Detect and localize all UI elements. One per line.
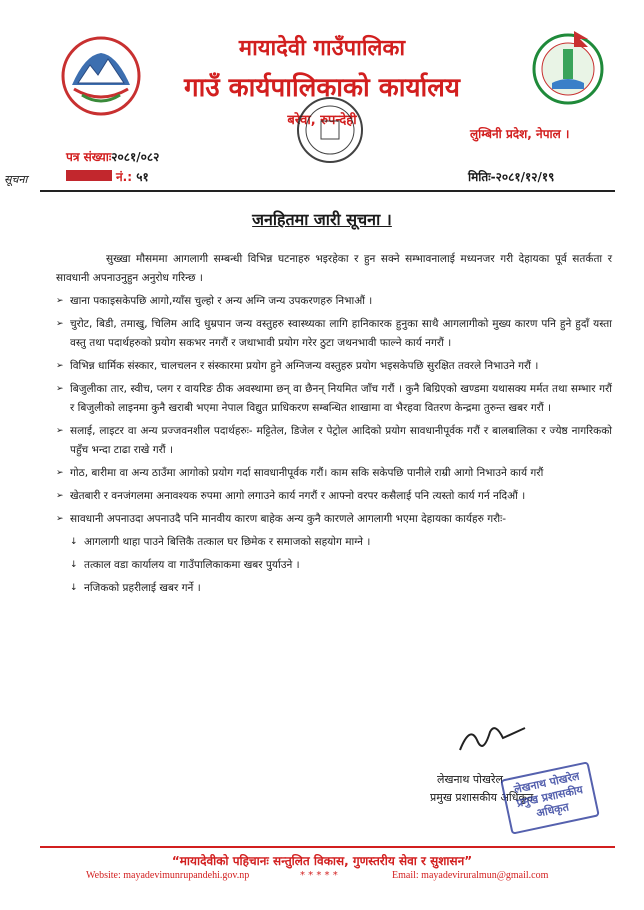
side-note: सूचना bbox=[4, 173, 28, 186]
footer-slogan: “मायादेवीको पहिचानः सन्तुलित विकास, गुणस्तरीय सेवा र सुशासन” bbox=[171, 854, 473, 868]
notice-item-text: सलाई, लाइटर वा अन्य प्रज्जवनशील पदार्थहरुः- मट्टितेल, डिजेल र पेट्रोल आदिको प्रयोग सावधानीपूर्वक गरौं र बालबालिका र ज्येष्ठ नागरिकको पहुँच भन्दा टाढा राखे गरौं । bbox=[70, 425, 612, 456]
signature-icon bbox=[455, 720, 535, 760]
office-title: गाउँ कार्यपालिकाको कार्यालय bbox=[184, 73, 460, 103]
footer-divider bbox=[40, 846, 615, 848]
notice-item-text: खेतबारी र वनजंगलमा अनावश्यक रुपमा आगो लगाउने कार्य नगरौं र आफ्नो वरपर कसैलाई पनि त्यस्तो कार्य गर्न नदिऔं । bbox=[70, 490, 526, 502]
notice-sub-item-text: नजिकको प्रहरीलाई खबर गर्ने । bbox=[84, 582, 201, 594]
date-label: मितिः- bbox=[468, 170, 496, 184]
notice-item bbox=[56, 380, 612, 418]
chalani-value: ५१ bbox=[136, 170, 149, 184]
bullet-down-icon: ↓ bbox=[70, 583, 78, 593]
notice-sub-item-text: तत्काल वडा कार्यालय वा गाउँपालिकाकमा खबर पुर्याउने । bbox=[84, 559, 300, 571]
notice-sub-item bbox=[56, 533, 612, 552]
notice-item-text: खाना पकाइसकेपछि आगो,ग्याँस चुल्हो र अन्य अग्नि जन्य उपकरणहरु निभाऔं । bbox=[70, 295, 373, 307]
notice-title: जनहितमा जारी सूचना । bbox=[252, 210, 392, 229]
notice-items bbox=[56, 292, 612, 529]
notice-body bbox=[56, 250, 612, 602]
chalani-label: नं.: bbox=[116, 170, 133, 184]
reference-value: २०८१/०८२ bbox=[111, 150, 160, 164]
bullet-down-icon: ↓ bbox=[70, 560, 78, 570]
bullet-down-icon: ↓ bbox=[70, 537, 78, 547]
signatory-role: प्रमुख प्रशासकीय अधिकृत bbox=[430, 791, 534, 804]
notice-item-text: गोठ, बारीमा वा अन्य ठाउँमा आगोको प्रयोग गर्दा सावधानीपूर्वक गरौं। काम सकि सकेपछि पानीले राम्री आगो निभाउने कार्य गरौं bbox=[70, 467, 544, 479]
reference-number bbox=[66, 148, 159, 165]
bullet-arrow-icon: ➢ bbox=[56, 514, 64, 524]
notice-sub-item bbox=[56, 579, 612, 598]
municipality-name: मायादेवी गाउँपालिका bbox=[238, 36, 406, 61]
bullet-arrow-icon: ➢ bbox=[56, 491, 64, 501]
notice-item-text: चुरोट, बिडी, तमाखु, चिलिम आदि धुम्रपान जन्य वस्तुहरु स्वास्थ्यका लागि हानिकारक हुनुका साथै आगलागीको मुख्य कारण पनि हुने हुदाँ यस्ता वस्तु तथा पदार्थहरुको प्रयोग सकभर नगरौं र जथाभावी प्रयोग गरेर ठुटा जथनभावी फाल्ने कार्य नगरौं । bbox=[70, 318, 612, 349]
signatory-name: लेखनाथ पोखरेल bbox=[437, 773, 503, 786]
notice-item bbox=[56, 357, 612, 376]
bullet-arrow-icon: ➢ bbox=[56, 426, 64, 436]
notice-item bbox=[56, 292, 612, 311]
notice-item bbox=[56, 510, 612, 529]
notice-item-text: विभिन्न धार्मिक संस्कार, चालचलन र संस्कारमा प्रयोग हुने अग्निजन्य वस्तुहरु प्रयोग भइसकेपछि सुरक्षित तवरले निभाउने गरौं । bbox=[70, 360, 539, 372]
redaction-mark bbox=[66, 170, 112, 181]
header-divider bbox=[40, 190, 615, 192]
office-address: बरेवा, रुपन्देही bbox=[287, 113, 357, 128]
date-value: २०८१/१२/१९ bbox=[495, 170, 555, 184]
bullet-arrow-icon: ➢ bbox=[56, 384, 64, 394]
footer-email: Email: mayadeviruralmun@gmail.com bbox=[392, 870, 549, 881]
notice-item bbox=[56, 315, 612, 353]
chalani-number bbox=[116, 168, 149, 185]
footer-website: Website: mayadevimunrupandehi.gov.np bbox=[86, 870, 250, 881]
bullet-arrow-icon: ➢ bbox=[56, 468, 64, 478]
bullet-arrow-icon: ➢ bbox=[56, 361, 64, 371]
notice-sub-items bbox=[56, 533, 612, 598]
notice-item-text: बिजुलीका तार, स्वीच, प्लग र वायरिङ ठीक अवस्थामा छन् वा छैनन् नियमित जाँच गरौं । कुनै बिग्रिएको खण्डमा यथासक्य मर्मत तथा सम्भार गरौं र बिजुलीको लाइनमा कुनै खराबी भएमा नेपाल विद्युत प्राधिकरण सम्बन्धित शाखामा वा भैरहवा वितरण केन्द्रमा तुरुन्त खबर गरौं । bbox=[70, 383, 612, 414]
bullet-arrow-icon: ➢ bbox=[56, 319, 64, 329]
notice-item-text: सावधानी अपनाउदा अपनाउदै पनि मानवीय कारण बाहेक अन्य कुनै कारणले आगलागी भएमा देहायका कार्यहरु गरौः- bbox=[70, 513, 507, 525]
reference-label: पत्र संख्याः bbox=[66, 150, 112, 164]
footer-stars: * * * * * bbox=[300, 870, 338, 881]
notice-intro: सुख्खा मौसममा आगलागी सम्बन्धी विभिन्न घटनाहरु भइरहेका र हुन सक्ने सम्भावनालाई मध्यनजर गरी देहायका पूर्व सतर्कता र सावधानी अपनाउनुहुन अनुरोध गरिन्छ । bbox=[56, 253, 612, 284]
signatory-stamp: लेखनाथ पोखरेल प्रमुख प्रशासकीय अधिकृत bbox=[500, 761, 600, 834]
notice-sub-item-text: आगलागी थाहा पाउने बित्तिकै तत्काल घर छिमेक र समाजको सहयोग माग्ने । bbox=[84, 536, 371, 548]
date bbox=[468, 168, 554, 185]
province-label: लुम्बिनी प्रदेश, नेपाल । bbox=[470, 127, 570, 141]
notice-sub-item bbox=[56, 556, 612, 575]
notice-item bbox=[56, 422, 612, 460]
notice-item bbox=[56, 464, 612, 483]
bullet-arrow-icon: ➢ bbox=[56, 296, 64, 306]
notice-item bbox=[56, 487, 612, 506]
office-stamp-icon bbox=[295, 95, 365, 165]
